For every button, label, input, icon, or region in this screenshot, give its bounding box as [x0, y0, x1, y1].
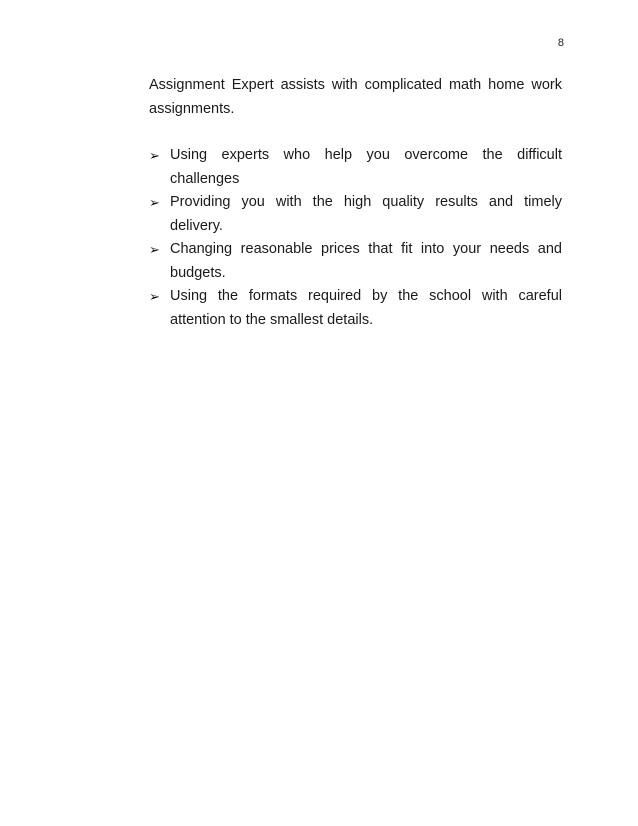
- arrowhead-bullet-icon: ➢: [149, 289, 160, 304]
- arrowhead-bullet-icon: ➢: [149, 195, 160, 210]
- bullet-text: Using the formats required by the school with careful attention to the smallest details.: [170, 288, 562, 328]
- bullet-item-formats: [149, 285, 562, 332]
- page-number: 8: [557, 37, 564, 49]
- page-content: [149, 74, 562, 332]
- bullet-text: Changing reasonable prices that fit into your needs and budgets.: [170, 241, 562, 281]
- bullet-item-quality: [149, 191, 562, 238]
- bullet-text: Using experts who help you overcome the difficult challenges: [170, 147, 562, 187]
- intro-paragraph: Assignment Expert assists with complicated math home work assignments.: [149, 77, 562, 117]
- arrowhead-bullet-icon: ➢: [149, 242, 160, 257]
- bullet-text: Providing you with the high quality results and timely delivery.: [170, 194, 562, 234]
- bullet-list: [149, 144, 562, 332]
- bullet-item-prices: [149, 238, 562, 285]
- bullet-item-experts: [149, 144, 562, 191]
- arrowhead-bullet-icon: ➢: [149, 148, 160, 163]
